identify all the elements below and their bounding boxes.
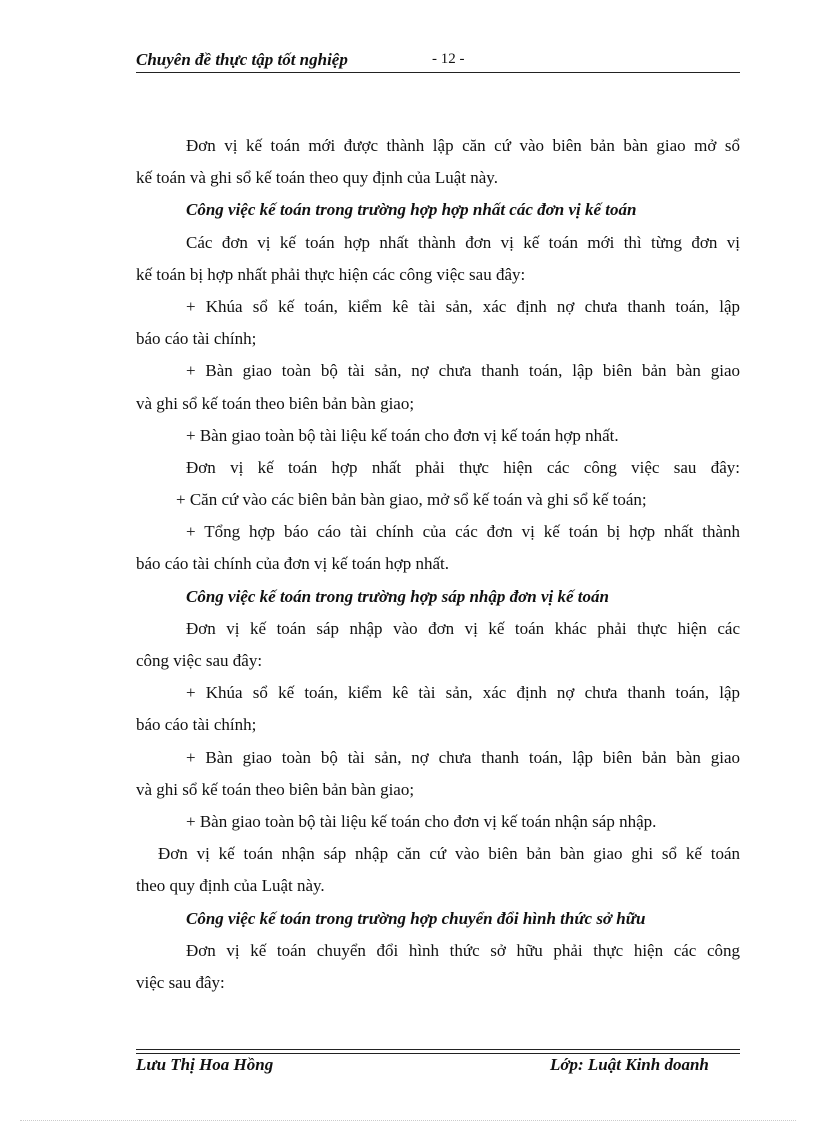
paragraph-line: Đơn vị kế toán hợp nhất phải thực hiện các công việc sau đây: — [186, 457, 740, 477]
section-heading: Công việc kế toán trong trường hợp chuyển đổi hình thức sở hữu — [186, 908, 646, 928]
list-item-line: + Khúa sổ kế toán, kiểm kê tài sản, xác định nợ chưa thanh toán, lập — [186, 296, 740, 316]
footer-class: Lớp: Luật Kinh doanh — [550, 1055, 709, 1074]
document-title: Chuyên đề thực tập tốt nghiệp — [136, 50, 348, 69]
paragraph-line: Đơn vị kế toán mới được thành lập căn cứ vào biên bản bàn giao mở sổ — [186, 136, 740, 155]
paragraph-line: việc sau đây: — [136, 972, 225, 992]
list-item-line: + Bàn giao toàn bộ tài liệu kế toán cho đơn vị kế toán nhận sáp nhập. — [186, 811, 657, 831]
paragraph-line: theo quy định của Luật này. — [136, 876, 325, 896]
list-item-line: báo cáo tài chính của đơn vị kế toán hợp nhất. — [136, 554, 450, 574]
paragraph-line: công việc sau đây: — [136, 651, 263, 670]
footer-author: Lưu Thị Hoa Hồng — [136, 1055, 274, 1074]
body-text — [136, 130, 740, 999]
paragraph-line: kế toán bị hợp nhất phải thực hiện các công việc sau đây: — [136, 264, 526, 284]
list-item-line: và ghi sổ kế toán theo biên bản bàn giao; — [136, 779, 415, 799]
paragraph-line: Đơn vị kế toán sáp nhập vào đơn vị kế toán khác phải thực hiện các — [186, 618, 740, 638]
list-item-line: + Bàn giao toàn bộ tài liệu kế toán cho đơn vị kế toán hợp nhất. — [186, 425, 619, 445]
page-header — [136, 50, 740, 73]
page-edge-divider — [20, 1120, 796, 1121]
list-item-line: + Khúa sổ kế toán, kiểm kê tài sản, xác định nợ chưa thanh toán, lập — [186, 683, 740, 703]
paragraph-line: Đơn vị kế toán chuyển đổi hình thức sở hữu phải thực hiện các công — [186, 940, 740, 960]
footer-rule — [136, 1049, 740, 1050]
list-item-line: + Căn cứ vào các biên bản bàn giao, mở sổ kế toán và ghi sổ kế toán; — [176, 490, 647, 510]
list-item-line: báo cáo tài chính; — [136, 715, 257, 735]
footer-rule — [136, 1053, 740, 1054]
paragraph-line: Các đơn vị kế toán hợp nhất thành đơn vị kế toán mới thì từng đơn vị — [186, 232, 740, 252]
list-item-line: + Tổng hợp báo cáo tài chính của các đơn vị kế toán bị hợp nhất thành — [186, 522, 740, 542]
section-heading: Công việc kế toán trong trường hợp hợp nhất các đơn vị kế toán — [186, 200, 637, 220]
section-heading: Công việc kế toán trong trường hợp sáp nhập đơn vị kế toán — [186, 586, 609, 606]
paragraph-line: Đơn vị kế toán nhận sáp nhập căn cứ vào biên bản bàn giao ghi sổ kế toán — [158, 844, 740, 864]
list-item-line: + Bàn giao toàn bộ tài sản, nợ chưa thanh toán, lập biên bản bàn giao — [186, 361, 740, 381]
paragraph-line: kế toán và ghi sổ kế toán theo quy định của Luật này. — [136, 168, 498, 188]
list-item-line: + Bàn giao toàn bộ tài sản, nợ chưa thanh toán, lập biên bản bàn giao — [186, 747, 740, 767]
page-number: - 12 - — [432, 51, 465, 67]
list-item-line: báo cáo tài chính; — [136, 329, 257, 349]
list-item-line: và ghi sổ kế toán theo biên bản bàn giao; — [136, 393, 415, 413]
